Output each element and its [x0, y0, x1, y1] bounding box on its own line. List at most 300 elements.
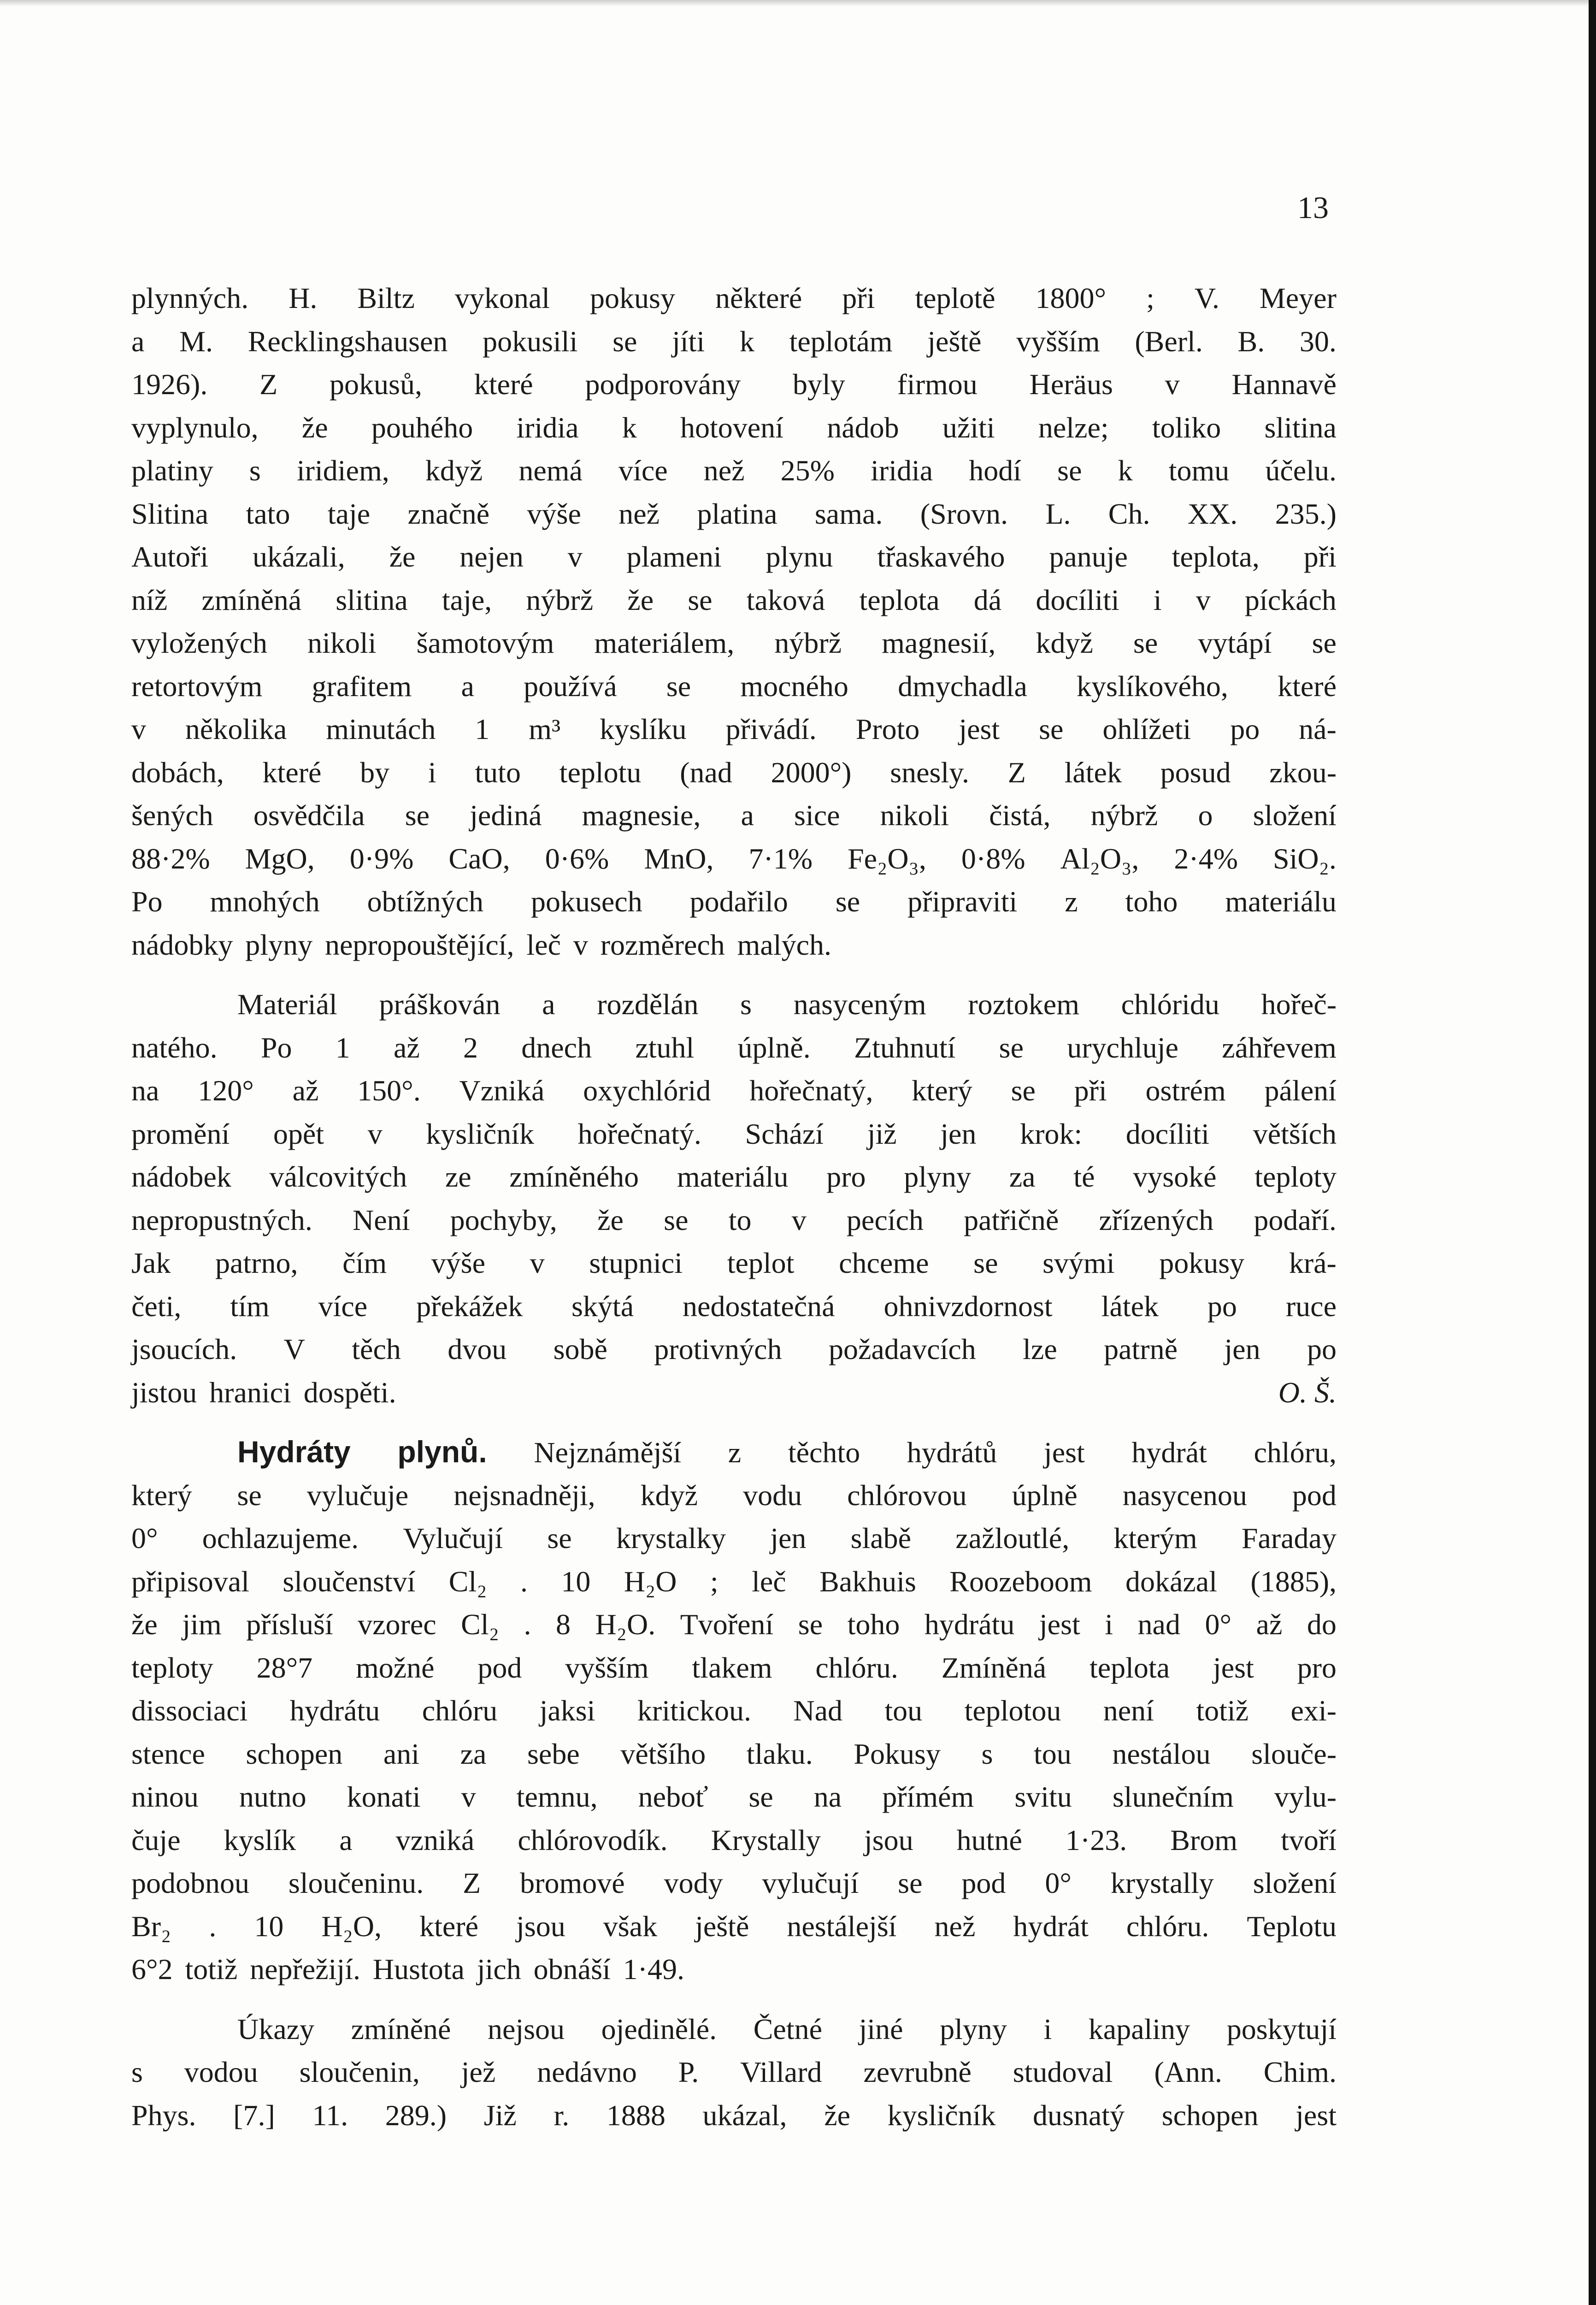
word: Schází [745, 1117, 824, 1150]
word: z [728, 1436, 742, 1469]
word: až [393, 1031, 420, 1064]
word: pokusů, [330, 368, 422, 401]
word: 120° [198, 1074, 254, 1107]
word: pokusy [590, 282, 675, 314]
word: jež [461, 2056, 496, 2088]
word: když [425, 454, 483, 487]
word: 1800° [1035, 282, 1107, 314]
word: plameni [626, 540, 722, 573]
word: nestálejší [787, 1909, 897, 1943]
word: k [739, 325, 754, 358]
word: chlóru, [1254, 1436, 1337, 1469]
word: jim [182, 1608, 222, 1641]
text-line [131, 1328, 1337, 1371]
word: 150°. [357, 1074, 421, 1107]
word: podporovány [585, 368, 741, 401]
word: Po [131, 885, 163, 918]
word: sama. [814, 497, 883, 530]
text-line [131, 983, 1337, 1026]
word: Autoři [131, 540, 209, 573]
text-line [131, 708, 1337, 751]
word: plynu [766, 540, 833, 573]
text-line [131, 837, 1337, 881]
word: Teplotu [1247, 1909, 1337, 1943]
word: Br₂ [131, 1909, 171, 1943]
word: retortovým [131, 669, 263, 703]
word: sloučeninu. [288, 1867, 424, 1899]
word: podobnou [131, 1867, 249, 1899]
word: 10 [254, 1909, 284, 1943]
word: exi- [1290, 1694, 1337, 1727]
word: čistá, [989, 799, 1051, 832]
word: pod [961, 1867, 1006, 1899]
word: se [612, 325, 637, 358]
word: ruce [1285, 1289, 1337, 1323]
word: látek [1064, 756, 1122, 789]
word: že [389, 540, 416, 573]
word: patrně [1104, 1333, 1178, 1365]
text-line [131, 1603, 1337, 1646]
word: (nad [680, 756, 732, 789]
word: jaksi [539, 1694, 595, 1727]
word: více [318, 1289, 368, 1323]
word: nepřežijí. [250, 1953, 360, 1986]
word: vytápí [1198, 626, 1272, 659]
paragraph-magnesia-vessels [131, 983, 1337, 1414]
text-line [131, 277, 1337, 320]
word: nejen [459, 540, 524, 573]
word: ochlazujeme. [202, 1522, 359, 1554]
word: patrno, [215, 1247, 298, 1279]
word: z [1065, 885, 1078, 918]
word: ná- [1299, 713, 1337, 745]
word: ; [1146, 282, 1154, 314]
word: teploty [1254, 1160, 1337, 1193]
word: i [428, 756, 436, 789]
word: dokázal [1125, 1565, 1217, 1598]
text-line [131, 449, 1337, 492]
word: jest [1043, 1436, 1085, 1469]
section-heading-word: plynů. [397, 1435, 487, 1469]
word: jen [940, 1117, 977, 1150]
word: jest [1296, 2098, 1337, 2132]
word: že [597, 1203, 624, 1236]
word: 2000°) [771, 756, 852, 789]
word: (Berl. [1135, 325, 1203, 358]
word: 6°2 [131, 1953, 173, 1986]
word: se [1039, 713, 1064, 745]
word: v [573, 928, 588, 961]
word: v [461, 1780, 476, 1813]
word: Proto [855, 713, 920, 745]
word: to [728, 1203, 752, 1236]
word: nutno [239, 1780, 306, 1813]
word: že [824, 2098, 850, 2132]
word: pecích [846, 1203, 924, 1236]
word: té [1073, 1160, 1095, 1193]
word: vodu [743, 1478, 802, 1512]
text-line [131, 1069, 1337, 1112]
word: Fe₂O₃, [848, 842, 926, 875]
word: plyny [245, 928, 313, 961]
text-line [131, 751, 1337, 794]
text-line [131, 1905, 1337, 1948]
text-line [131, 1241, 1337, 1285]
word: zkou- [1269, 756, 1337, 789]
word: Heräus [1029, 368, 1113, 401]
word: kysličník [426, 1117, 534, 1150]
word: snesly. [890, 756, 970, 789]
word: i [1105, 1608, 1113, 1641]
word: požadavcích [828, 1333, 976, 1365]
word: hořeč- [1261, 988, 1337, 1021]
word: Roozeboom [949, 1565, 1092, 1598]
word: materiálem, [594, 626, 735, 659]
word: Biltz [357, 282, 415, 314]
word: hořečnatý, [749, 1074, 873, 1107]
word: teplotám [789, 325, 893, 358]
word: více [618, 454, 668, 487]
word: k [622, 411, 637, 444]
word: Zmíněná [941, 1651, 1047, 1684]
word: ; [710, 1565, 718, 1598]
word: šamotovým [416, 626, 554, 659]
word: mocného [740, 669, 848, 703]
word: čuje [131, 1823, 181, 1856]
word: s [981, 1737, 993, 1770]
word: Četné [753, 2012, 822, 2045]
text-line [131, 363, 1337, 406]
word: pokusy [1159, 1247, 1245, 1279]
word: pokusech [530, 885, 642, 918]
word: 0° [1205, 1608, 1232, 1641]
word: píckách [1244, 583, 1337, 616]
word: Chim. [1263, 2056, 1337, 2088]
word: chlóru. [815, 1651, 898, 1684]
word: záhřevem [1222, 1031, 1337, 1064]
word: svitu [1014, 1780, 1072, 1813]
word: Z [259, 368, 278, 401]
word: se [973, 1247, 998, 1279]
word: vyšším [565, 1651, 649, 1684]
word: hotovení [680, 411, 783, 444]
word: r. [554, 2098, 570, 2132]
word: dospěti. [303, 1376, 396, 1409]
word: m³ [529, 713, 561, 745]
word: nádobek [131, 1160, 231, 1193]
word: lze [1023, 1333, 1057, 1365]
text-line [131, 492, 1337, 536]
word: SiO₂. [1273, 842, 1337, 875]
word: které [1278, 669, 1337, 703]
word: dnech [521, 1031, 592, 1064]
word: hořečnatý. [577, 1117, 701, 1150]
word: platiny [131, 454, 213, 487]
word: se [666, 669, 691, 703]
word: 10 [561, 1565, 591, 1598]
word: Ch. [1108, 497, 1150, 530]
word: 1·23. [1065, 1823, 1127, 1856]
word: 88·2% [131, 842, 210, 875]
word: po [1207, 1289, 1237, 1323]
word: Brom [1170, 1823, 1238, 1856]
word: vylučují [762, 1867, 859, 1899]
word: nad [1137, 1608, 1180, 1641]
word: již [867, 1117, 897, 1150]
word: Cl₂ [448, 1565, 487, 1598]
word: úplně. [737, 1031, 811, 1064]
word: tlakem [692, 1651, 772, 1684]
word: že [301, 411, 328, 444]
word: těchto [788, 1436, 860, 1469]
word: v [1165, 368, 1180, 401]
word: většího [620, 1737, 706, 1770]
word: temnu, [516, 1780, 598, 1813]
word: jistou [131, 1376, 197, 1409]
word: čím [342, 1247, 387, 1279]
word: hydrát [1013, 1909, 1089, 1943]
word: s [131, 2056, 143, 2088]
word: Nad [793, 1694, 842, 1727]
word: docíliti [1125, 1117, 1210, 1150]
word: 8 [555, 1608, 571, 1641]
word: jich [477, 1953, 521, 1986]
text-line [131, 1689, 1337, 1732]
word: tou [1033, 1737, 1072, 1770]
text-line [131, 1371, 1337, 1414]
word: skýtá [571, 1289, 634, 1323]
word: slabě [850, 1522, 912, 1554]
word: teplotu [559, 756, 642, 789]
word: hranici [209, 1376, 291, 1409]
word: Vylučují [403, 1522, 503, 1554]
word: používá [524, 669, 617, 703]
word: vody [664, 1867, 723, 1899]
page-number: 13 [1297, 190, 1329, 225]
word: podařilo [689, 885, 788, 918]
word: slitina [1264, 411, 1337, 444]
word: chlórovou [847, 1478, 967, 1512]
word: slitina [336, 583, 408, 616]
word: až [1256, 1608, 1283, 1641]
word: jiné [859, 2012, 903, 2045]
word: krystally [1110, 1867, 1214, 1899]
word: Phys. [131, 2098, 196, 2132]
word: Recklingshausen [247, 325, 448, 358]
word: hydrátu [924, 1608, 1015, 1641]
word: 289.) [385, 2098, 447, 2132]
paragraph-gas-hydrates [131, 1430, 1337, 1991]
word: konati [347, 1780, 421, 1813]
word: za [1009, 1160, 1036, 1193]
word: Materiál [237, 988, 337, 1021]
word: grafitem [312, 669, 412, 703]
text-line [131, 1560, 1337, 1603]
word: zmíněná [201, 583, 302, 616]
word: některé [715, 282, 802, 314]
word: schopen [1161, 2098, 1259, 2132]
word: protivných [654, 1333, 782, 1365]
word: ostrém [1145, 1074, 1226, 1107]
word: by [360, 756, 390, 789]
word: Pokusy [854, 1737, 941, 1770]
word: s [249, 454, 261, 487]
word: přímém [882, 1780, 974, 1813]
word: četi, [131, 1289, 182, 1323]
word: minutách [326, 713, 436, 745]
word: docíliti [1036, 583, 1119, 616]
word: a [461, 669, 474, 703]
word: firmou [897, 368, 978, 401]
word: vodou [184, 2056, 258, 2088]
word: 25% [780, 454, 835, 487]
word: ukázali, [252, 540, 345, 573]
word: 0° [131, 1522, 158, 1554]
word: Po [260, 1031, 292, 1064]
word: dissociaci [131, 1694, 248, 1727]
word: a [542, 988, 555, 1021]
word: kyslík [224, 1823, 296, 1856]
word: vykonal [454, 282, 550, 314]
text-line [131, 1862, 1337, 1905]
word: těch [352, 1333, 401, 1365]
word: plyny [904, 1160, 972, 1193]
word: pouhého [371, 411, 473, 444]
word: M. [179, 325, 213, 358]
word: kapaliny [1088, 2012, 1190, 2045]
word: se [1133, 626, 1158, 659]
word: který [131, 1478, 192, 1512]
paragraph-gap [131, 1991, 1337, 2008]
word: Slitina [131, 497, 209, 530]
word: když [640, 1478, 698, 1512]
word: Meyer [1259, 282, 1337, 314]
word: nikoli [880, 799, 949, 832]
word: vylu- [1274, 1780, 1337, 1813]
text-line [131, 923, 1337, 967]
text-line [131, 535, 1337, 579]
word: ninou [131, 1780, 199, 1813]
word: Nejznámější [534, 1436, 682, 1469]
word: výše [527, 497, 581, 530]
word: tlaku. [746, 1737, 813, 1770]
word: materiálu [677, 1160, 789, 1193]
word: sebe [527, 1737, 580, 1770]
word: plynných. [131, 282, 249, 314]
word: toho [847, 1608, 900, 1641]
word: se [835, 885, 860, 918]
word: stupnici [589, 1247, 683, 1279]
word: vzorec [358, 1608, 436, 1641]
word: obnáší [533, 1953, 611, 1986]
word: šených [131, 799, 213, 832]
word: a [741, 799, 754, 832]
word: 1 [335, 1031, 350, 1064]
word: v [367, 1117, 383, 1150]
text-line [131, 1474, 1337, 1517]
text-line [131, 1948, 1337, 1991]
word: složení [1253, 1867, 1337, 1899]
word: pochyby, [450, 1203, 557, 1236]
word: nádob [827, 411, 899, 444]
word: ze [445, 1160, 471, 1193]
word: dmychadla [898, 669, 1027, 703]
word: se [1011, 1074, 1036, 1107]
word: 1888 [606, 2098, 665, 2132]
word: v [567, 540, 583, 573]
word: se [898, 1867, 923, 1899]
word: materiálu [1225, 885, 1337, 918]
word: větších [1253, 1117, 1337, 1150]
word: Jak [131, 1247, 171, 1279]
word: nejsou [487, 2012, 565, 2045]
word: 2 [463, 1031, 478, 1064]
page-right-edge [1589, 0, 1596, 2305]
word: krá- [1289, 1247, 1337, 1279]
word: toliko [1152, 411, 1221, 444]
word: pro [826, 1160, 866, 1193]
word: dobách, [131, 756, 224, 789]
word: látek [1101, 1289, 1159, 1323]
word: 1926). [131, 368, 208, 401]
word: zmíněného [509, 1160, 639, 1193]
word: jen [770, 1522, 807, 1554]
word: platina [697, 497, 777, 530]
word: se [547, 1522, 572, 1554]
word: tím [230, 1289, 270, 1323]
word: taje [327, 497, 371, 530]
word: . [209, 1909, 217, 1943]
word: nasycenou [1122, 1478, 1247, 1512]
word: při [1303, 540, 1337, 573]
word: iridia [871, 454, 933, 487]
word: když [1036, 626, 1093, 659]
word: krystalky [616, 1522, 726, 1554]
word: XX. [1187, 497, 1238, 530]
word: kysličník [887, 2098, 996, 2132]
word: zevrubně [863, 2056, 972, 2088]
word: hydrátu [289, 1694, 380, 1727]
word: hydrát [1131, 1436, 1207, 1469]
word: chceme [839, 1247, 929, 1279]
word: se [237, 1478, 262, 1512]
text-line [131, 579, 1337, 622]
word: taje, [442, 583, 492, 616]
word: osvědčila [253, 799, 365, 832]
word: kyslíku [600, 713, 687, 745]
word: se [798, 1608, 823, 1641]
word: vyložených [131, 626, 267, 659]
word: užiti [942, 411, 995, 444]
word: posud [1160, 756, 1231, 789]
word: chlórovodík. [518, 1823, 668, 1856]
word: kterým [1113, 1522, 1197, 1554]
word: nýbrž [774, 626, 842, 659]
word: se [1312, 626, 1337, 659]
word: schopen [246, 1737, 343, 1770]
word: tato [246, 497, 290, 530]
word: malých. [737, 928, 831, 961]
word: B. [1237, 325, 1265, 358]
word: připraviti [907, 885, 1018, 918]
word: zažloutlé, [955, 1522, 1070, 1554]
text-line [131, 2094, 1337, 2137]
word: 0° [1045, 1867, 1072, 1899]
word: válcovitých [269, 1160, 407, 1193]
word: účelu. [1265, 454, 1337, 487]
word: než [703, 454, 745, 487]
word: 1·49. [623, 1953, 684, 1986]
